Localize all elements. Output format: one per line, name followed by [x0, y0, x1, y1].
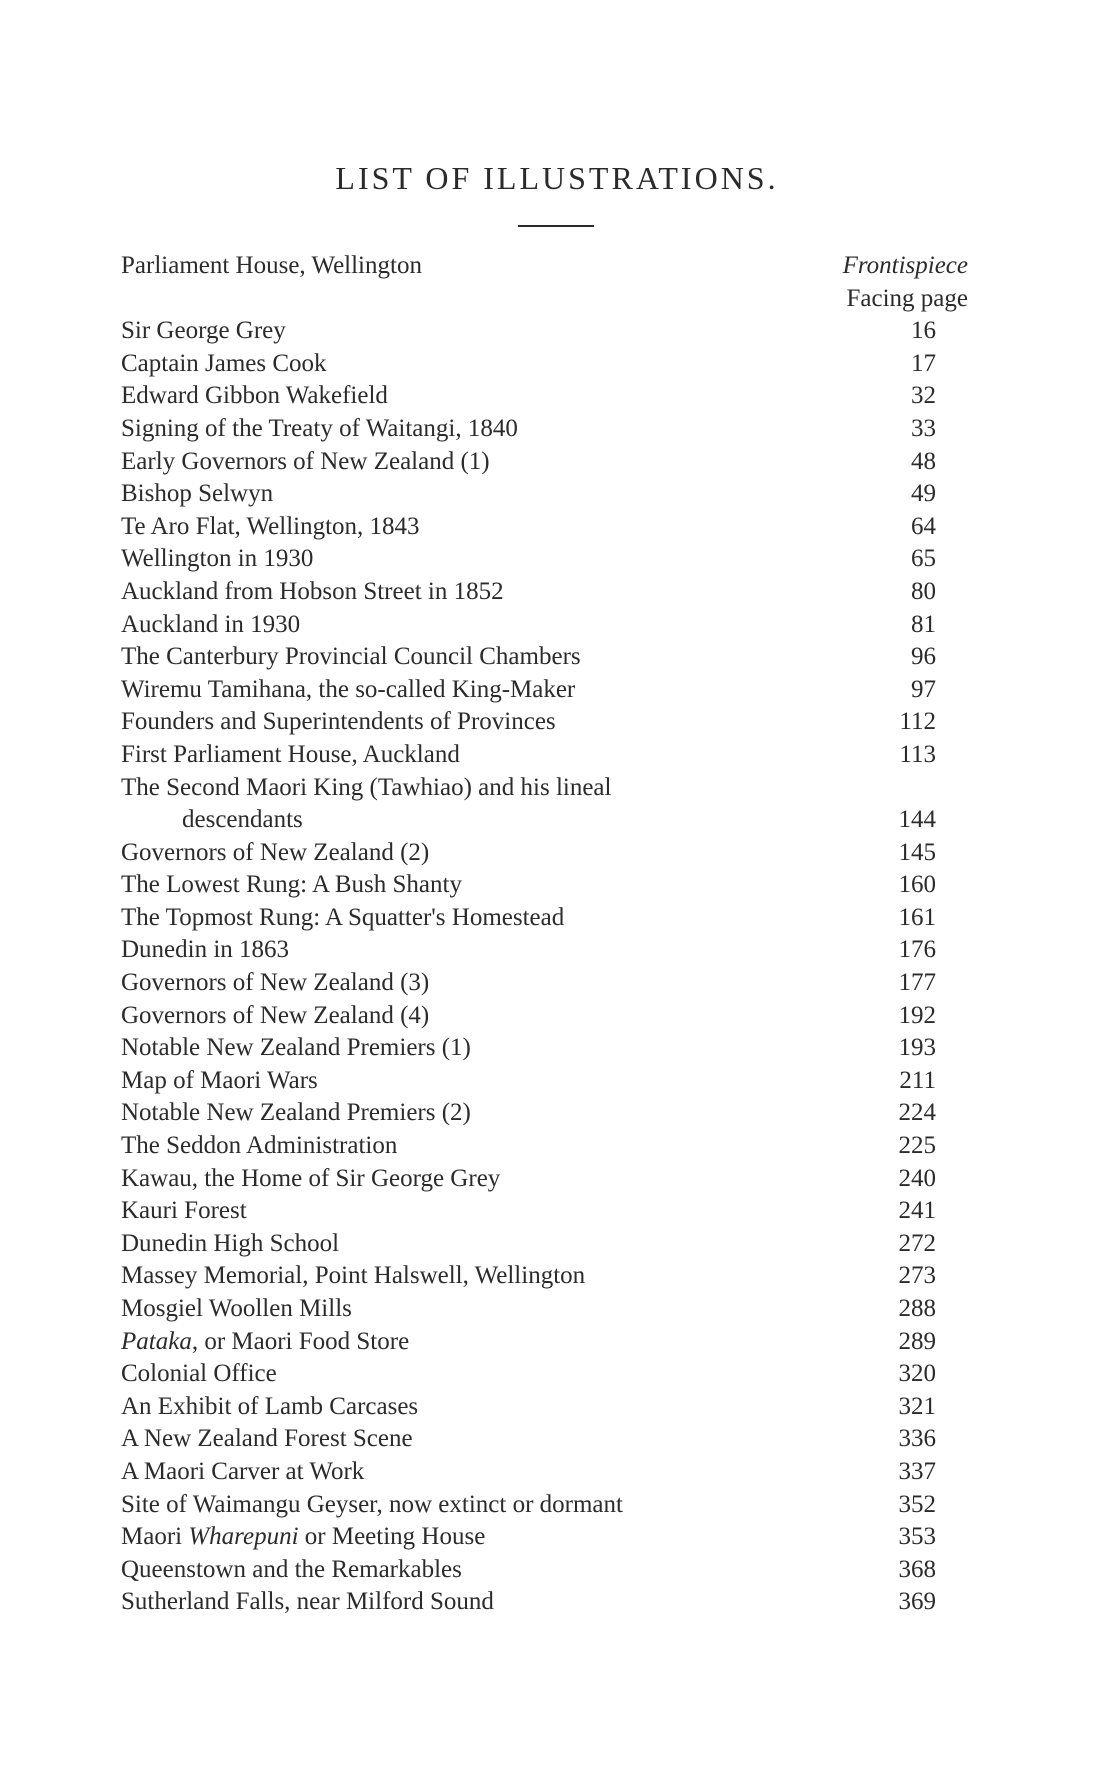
list-item — [0, 380, 1114, 413]
entry-title-italic: Wharepuni — [188, 1523, 299, 1551]
entry-title: Parliament House, Wellington — [121, 252, 422, 279]
list-item — [0, 1000, 1114, 1033]
entry-title: Auckland from Hobson Street in 1852 — [121, 577, 504, 605]
entry-title: The Second Maori King (Tawhiao) and his lineal — [121, 773, 612, 801]
entry-page: 81 — [911, 610, 936, 638]
entry-page: 352 — [898, 1490, 936, 1518]
entry-page: 320 — [898, 1360, 936, 1388]
list-item — [0, 1260, 1114, 1293]
list-item — [0, 250, 1114, 283]
entry-title: Signing of the Treaty of Waitangi, 1840 — [121, 414, 518, 442]
entry-page: 193 — [898, 1034, 936, 1062]
entry-title: Mosgiel Woollen Mills — [121, 1295, 352, 1322]
list-item — [0, 1554, 1114, 1587]
entry-page: 176 — [898, 936, 936, 964]
entry-title: Kauri Forest — [121, 1197, 247, 1225]
entry-page: 225 — [898, 1132, 936, 1160]
title-rule — [518, 225, 594, 227]
entry-page: 145 — [898, 838, 936, 866]
list-item — [0, 1326, 1114, 1359]
entry-page: 160 — [898, 871, 936, 899]
entry-title: Captain James Cook — [121, 349, 327, 377]
list-item — [0, 543, 1114, 576]
entry-title: Edward Gibbon Wakefield — [121, 382, 388, 410]
list-item — [0, 348, 1114, 381]
entry-page: 64 — [911, 512, 936, 540]
entry-title — [121, 1326, 409, 1359]
list-item — [0, 1358, 1114, 1391]
entry-title: Founders and Superintendents of Provinces — [121, 708, 556, 736]
entry-title: Dunedin in 1863 — [121, 936, 290, 964]
entry-title: Site of Waimangu Geyser, now extinct or dormant — [121, 1490, 623, 1518]
entry-page: 273 — [898, 1262, 936, 1290]
list-item — [0, 772, 1114, 805]
entry-page: 32 — [911, 382, 936, 410]
entry-title: An Exhibit of Lamb Carcases — [121, 1392, 419, 1420]
entry-page: 321 — [898, 1392, 936, 1420]
entry-page: 48 — [911, 447, 936, 475]
entry-title: The Canterbury Provincial Council Chambers — [121, 643, 581, 671]
entry-title: The Lowest Rung: A Bush Shanty — [121, 871, 462, 899]
entry-page: 161 — [898, 903, 936, 931]
entry-title: Sutherland Falls, near Milford Sound — [121, 1588, 494, 1616]
entry-title: Wellington in 1930 — [121, 545, 314, 573]
list-item — [0, 1130, 1114, 1163]
list-item — [0, 739, 1114, 772]
entry-page: 33 — [911, 414, 936, 442]
list-item — [0, 315, 1114, 348]
list-item — [0, 1228, 1114, 1261]
list-item — [0, 1586, 1114, 1619]
list-item — [0, 446, 1114, 479]
list-item — [0, 1065, 1114, 1098]
list-item — [0, 609, 1114, 642]
entry-title: Queenstown and the Remarkables — [121, 1555, 462, 1583]
entry-page: 177 — [898, 969, 936, 997]
entry-page: 240 — [898, 1164, 936, 1192]
entry-page: 65 — [911, 545, 936, 573]
entry-page: 113 — [899, 740, 936, 768]
entry-page: 288 — [898, 1295, 936, 1322]
list-item — [0, 511, 1114, 544]
list-item — [0, 478, 1114, 511]
column-header-row — [0, 283, 1114, 316]
entry-title: Wiremu Tamihana, the so-called King-Maker — [121, 675, 576, 703]
entry-title: Colonial Office — [121, 1360, 277, 1388]
illustrations-list — [0, 250, 1114, 1619]
list-item — [0, 1195, 1114, 1228]
list-item — [0, 576, 1114, 609]
entry-title: Map of Maori Wars — [121, 1066, 318, 1094]
entry-page: 337 — [898, 1457, 936, 1485]
list-item — [0, 641, 1114, 674]
entry-title: Massey Memorial, Point Halswell, Wellington — [121, 1262, 586, 1290]
list-item — [0, 869, 1114, 902]
entry-page: 353 — [898, 1523, 936, 1551]
entry-page: 224 — [898, 1099, 936, 1127]
list-item-continuation — [0, 804, 1114, 837]
list-item — [0, 1521, 1114, 1554]
entry-title: Early Governors of New Zealand (1) — [121, 447, 490, 475]
list-item — [0, 1293, 1114, 1326]
entry-page: 17 — [911, 349, 936, 377]
list-item — [0, 1489, 1114, 1522]
entry-page: 49 — [911, 480, 936, 508]
entry-title-start: Maori — [121, 1523, 189, 1551]
entry-page: 96 — [911, 643, 936, 671]
entry-title: A New Zealand Forest Scene — [121, 1425, 413, 1453]
entry-title: Notable New Zealand Premiers (2) — [121, 1099, 471, 1127]
list-item — [0, 967, 1114, 1000]
list-item — [0, 674, 1114, 707]
list-item — [0, 1032, 1114, 1065]
entry-title-rest: , or Maori Food Store — [191, 1327, 410, 1355]
entry-page: 241 — [898, 1197, 936, 1225]
entry-page: 368 — [898, 1555, 936, 1583]
entry-page: 369 — [898, 1588, 936, 1616]
entry-page: 272 — [898, 1229, 936, 1257]
entry-title: First Parliament House, Auckland — [121, 740, 460, 768]
entry-page: 192 — [898, 1001, 936, 1029]
list-item — [0, 1391, 1114, 1424]
list-item — [0, 934, 1114, 967]
list-item — [0, 1097, 1114, 1130]
entry-title — [121, 1521, 485, 1554]
entry-title: Te Aro Flat, Wellington, 1843 — [121, 512, 420, 540]
entry-title: Sir George Grey — [121, 317, 286, 345]
list-item — [0, 1456, 1114, 1489]
entry-page: 97 — [911, 675, 936, 703]
list-item — [0, 413, 1114, 446]
entry-title: A Maori Carver at Work — [121, 1457, 365, 1485]
entry-title: Notable New Zealand Premiers (1) — [121, 1034, 471, 1062]
entry-title: Kawau, the Home of Sir George Grey — [121, 1164, 501, 1192]
entry-page: 211 — [899, 1066, 936, 1094]
entry-page: 112 — [899, 708, 936, 736]
entry-page: Frontispiece — [842, 252, 968, 279]
entry-page: 289 — [898, 1327, 936, 1355]
list-item — [0, 837, 1114, 870]
entry-title: The Topmost Rung: A Squatter's Homestead — [121, 903, 565, 931]
entry-title: The Seddon Administration — [121, 1132, 398, 1160]
entry-title: Governors of New Zealand (3) — [121, 969, 430, 997]
entry-title: Governors of New Zealand (4) — [121, 1001, 430, 1029]
entry-title: Auckland in 1930 — [121, 610, 301, 638]
entry-title-italic: Pataka — [121, 1327, 192, 1355]
list-item — [0, 1423, 1114, 1456]
entry-page: 336 — [898, 1425, 936, 1453]
list-item — [0, 1163, 1114, 1196]
entry-title-rest: or Meeting House — [298, 1523, 486, 1551]
entry-page: 16 — [911, 317, 936, 345]
list-item — [0, 902, 1114, 935]
entry-page: 80 — [911, 577, 936, 605]
page-title: LIST OF ILLUSTRATIONS. — [335, 160, 779, 196]
list-item — [0, 706, 1114, 739]
entry-title: Bishop Selwyn — [121, 480, 274, 508]
entry-title: descendants — [182, 806, 303, 834]
entry-title: Dunedin High School — [121, 1229, 340, 1257]
facing-page-header: Facing page — [846, 284, 968, 312]
entry-title: Governors of New Zealand (2) — [121, 838, 430, 866]
entry-page: 144 — [898, 806, 936, 834]
